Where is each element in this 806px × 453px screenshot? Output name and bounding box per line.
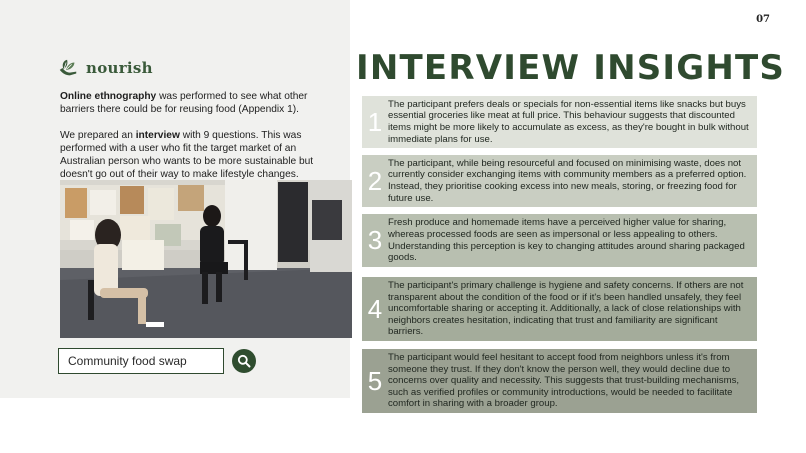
- intro-bold-ethnography: Online ethnography: [60, 91, 157, 102]
- brand-name: nourish: [86, 59, 153, 77]
- brand-logo: [57, 57, 153, 79]
- insight-card-5: [362, 349, 757, 413]
- insight-number: 1: [367, 106, 383, 137]
- intro-text: [60, 90, 330, 194]
- insight-text: Fresh produce and homemade items have a perceived higher value for sharing, whereas processed foods are seen as impersonal or less appealing to others. Understanding this perception is key to changing attitudes around sharing packaged goods.: [388, 217, 745, 264]
- intro-text-2b: with 9 questions. This was performed with a user who fit the target market of an Australian person who wants to be more sustainable but doesn't go out of their way to make lifestyle changes.: [60, 130, 314, 180]
- insight-number: 4: [367, 293, 383, 324]
- insight-card-1: [362, 96, 757, 148]
- insight-card-3: [362, 214, 757, 267]
- page-number: 07: [756, 14, 770, 25]
- insight-text: The participant would feel hesitant to accept food from neighbors unless it's from someone they trust. If they don't know the person well, they would decline due to concerns over quality and necessity. This suggests that trust-building mechanisms, such as verified profiles or community introductions, would be needed to facilitate comfort in sharing with a broader group.: [388, 352, 740, 410]
- intro-text-1: was performed to see what other barriers there could be for reusing food (Appendix 1).: [60, 91, 308, 115]
- insight-card-4: [362, 277, 757, 341]
- insight-text: The participant prefers deals or specials for non-essential items like snacks but buys essential groceries like meat at full price. This behaviour suggests that discounted items might be more likely to accumulate as excess, as they're bought in bulk without immediate plans for use.: [388, 98, 749, 145]
- insight-number: 2: [367, 165, 383, 196]
- search-button[interactable]: [232, 349, 256, 373]
- insight-text: The participant, while being resourceful and focused on minimising waste, does not currently consider exchanging items with community members as a preferred option. Instead, they prioritise cooking excess into new meals, storing, or freezing food for future use.: [388, 157, 747, 204]
- interview-photo: [60, 180, 352, 338]
- intro-paragraph-2: [60, 129, 330, 181]
- intro-paragraph-1: [60, 90, 330, 116]
- search-input[interactable]: Community food swap: [58, 348, 224, 374]
- intro-text-2a: We prepared an: [60, 130, 136, 141]
- insight-number: 3: [367, 225, 383, 255]
- search-icon: [237, 354, 251, 368]
- intro-bold-interview: interview: [135, 130, 180, 141]
- insight-text: The participant's primary challenge is hygiene and safety concerns. If others are not transparent about the condition of the food or if it's been handled unsafely, they feel uncomfortable sharing or accepting it. Additionally, a lack of close relationships with neighbors creates hesitation, indicating that trust and familiarity are significant barriers.: [388, 280, 744, 338]
- insight-number: 5: [367, 365, 383, 396]
- insight-card-2: [362, 155, 757, 207]
- page-title: INTERVIEW INSIGHTS: [356, 48, 786, 88]
- leaf-hand-icon: [57, 57, 79, 79]
